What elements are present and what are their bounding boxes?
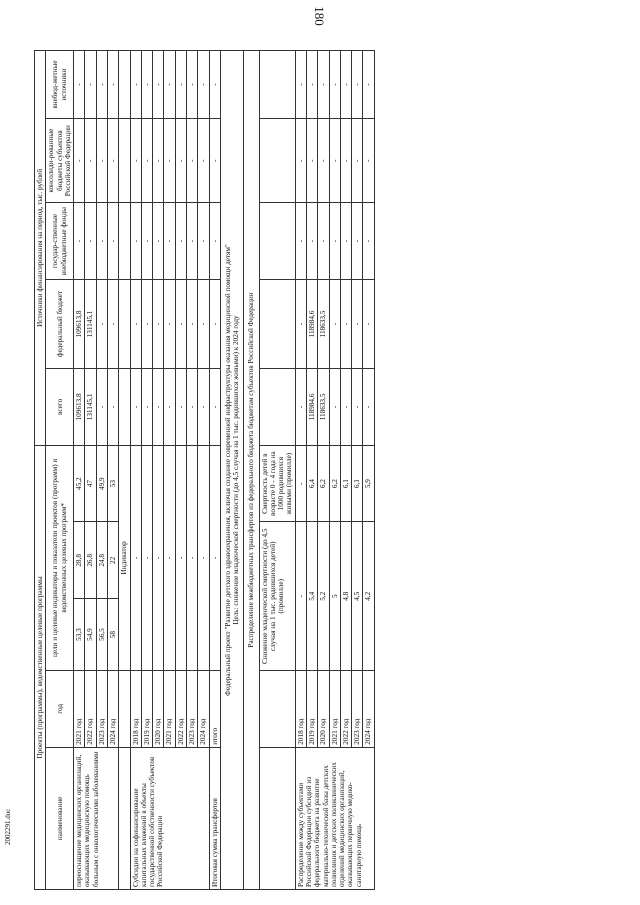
- cell-extra: -: [85, 51, 96, 119]
- totals-funds: -: [209, 203, 220, 280]
- totals-cons: -: [209, 119, 220, 203]
- header-federal: федеральный бюджет: [46, 279, 74, 368]
- cell-ind1: 56,5: [96, 599, 107, 671]
- cell-total: -: [329, 369, 340, 446]
- cell-total: -: [141, 369, 152, 446]
- blockB-name: Субсидии на софинансирование капитальных вложений в объекты государственной собственности субъектов Российской Федерации: [130, 747, 209, 889]
- cell-year: 2024 год: [363, 670, 374, 747]
- cell-total: -: [295, 369, 306, 446]
- header-year: год: [46, 670, 74, 747]
- cell-extra: -: [130, 51, 141, 119]
- cell-cons: -: [363, 119, 374, 203]
- totals-federal: -: [209, 279, 220, 368]
- cell-extra: -: [352, 51, 363, 119]
- header-extra: внебюд-жетные источники: [46, 51, 74, 119]
- cell-year: 2022 год: [85, 670, 96, 747]
- cell-total: 109613,8: [74, 369, 85, 446]
- cell-funds: -: [107, 203, 118, 280]
- project-goal: Цель: снижение младенческой смертности (до 4,5 случая на 1 тыс. родившихся живыми) к 2024 году: [232, 315, 241, 625]
- totals-name: Итоговая сумма трансфертов: [209, 747, 220, 889]
- cell-year: 2018 год: [295, 670, 306, 747]
- cell-extra: -: [363, 51, 374, 119]
- cell-total: -: [164, 369, 175, 446]
- header-projects: Проекты (программы), ведомственные целевые программы: [35, 445, 46, 889]
- cell-extra: -: [329, 51, 340, 119]
- cell-extra: -: [74, 51, 85, 119]
- cell-ind3: 49,9: [96, 445, 107, 522]
- cell-extra: -: [186, 51, 197, 119]
- ind1-label: Снижение младенческой смертности (до 4,5 случая на 1 тыс. родившихся детей) (промилле): [259, 522, 295, 670]
- totals-indicator: -: [209, 445, 220, 670]
- cell-total: 118633,5: [318, 369, 329, 446]
- cell-year: 2024 год: [107, 670, 118, 747]
- cell-ind1: 5,4: [307, 522, 318, 670]
- cell-extra: -: [153, 51, 164, 119]
- cell-total: -: [130, 369, 141, 446]
- header-goals: цели и целевые индикаторы и показатели проектов (программ) и ведомственных целевых программ*: [46, 445, 74, 670]
- cell-indicator: -: [175, 445, 186, 670]
- totals-year: итого: [209, 670, 220, 747]
- cell-federal: -: [186, 279, 197, 368]
- cell-cons: -: [186, 119, 197, 203]
- cell-extra: -: [141, 51, 152, 119]
- financing-table: [34, 50, 375, 890]
- cell-extra: -: [198, 51, 209, 119]
- cell-cons: -: [329, 119, 340, 203]
- cell-federal: -: [363, 279, 374, 368]
- cell-year: 2022 год: [175, 670, 186, 747]
- cell-funds: -: [318, 203, 329, 280]
- cell-federal: -: [107, 279, 118, 368]
- header-state-funds: государ-ственные внебюджетные фонды: [46, 203, 74, 280]
- totals-row: [209, 51, 220, 890]
- cell-ind1: 5: [329, 522, 340, 670]
- cell-cons: -: [85, 119, 96, 203]
- cell-total: -: [107, 369, 118, 446]
- project-title: [220, 51, 244, 890]
- cell-total: -: [198, 369, 209, 446]
- totals-total: -: [209, 369, 220, 446]
- cell-ind2: 24,8: [96, 522, 107, 599]
- table-row: [295, 51, 306, 890]
- cell-year: 2021 год: [164, 670, 175, 747]
- cell-ind3: 53: [107, 445, 118, 522]
- cell-extra: -: [107, 51, 118, 119]
- cell-cons: -: [141, 119, 152, 203]
- cell-funds: -: [363, 203, 374, 280]
- cell-total: -: [363, 369, 374, 446]
- header-consolidated: консолиди-рованные бюджеты субъектов Российской Федерации: [46, 119, 74, 203]
- cell-cons: -: [153, 119, 164, 203]
- cell-extra: -: [307, 51, 318, 119]
- cell-ind2: 28,8: [74, 522, 85, 599]
- cell-year: 2020 год: [318, 670, 329, 747]
- indicator-label: Индикатор: [119, 445, 130, 670]
- cell-ind2: 26,8: [85, 522, 96, 599]
- cell-federal: 109613,8: [74, 279, 85, 368]
- cell-funds: -: [164, 203, 175, 280]
- cell-year: 2019 год: [141, 670, 152, 747]
- cell-ind1: 4,8: [340, 522, 351, 670]
- cell-funds: -: [186, 203, 197, 280]
- cell-indicator: -: [130, 445, 141, 670]
- cell-year: 2023 год: [352, 670, 363, 747]
- cell-year: 2019 год: [307, 670, 318, 747]
- cell-federal: -: [153, 279, 164, 368]
- cell-indicator: -: [153, 445, 164, 670]
- cell-federal: -: [329, 279, 340, 368]
- cell-ind3: 45,2: [74, 445, 85, 522]
- cell-year: 2020 год: [153, 670, 164, 747]
- cell-cons: -: [96, 119, 107, 203]
- cell-cons: -: [318, 119, 329, 203]
- cell-ind3: 47: [85, 445, 96, 522]
- distribution-title: Распределение межбюджетных трансфертов из федерального бюджета бюджетам субъектов Российской Федерации: [244, 51, 259, 890]
- cell-year: 2018 год: [130, 670, 141, 747]
- cell-ind1: 53,3: [74, 599, 85, 671]
- cell-cons: -: [107, 119, 118, 203]
- cell-federal: -: [198, 279, 209, 368]
- cell-ind1: 4,2: [363, 522, 374, 670]
- cell-federal: 118633,5: [318, 279, 329, 368]
- cell-year: 2021 год: [329, 670, 340, 747]
- cell-federal: -: [96, 279, 107, 368]
- cell-year: 2024 год: [198, 670, 209, 747]
- header-name: наименование: [46, 747, 74, 889]
- cell-year: 2023 год: [96, 670, 107, 747]
- cell-funds: -: [295, 203, 306, 280]
- cell-cons: -: [340, 119, 351, 203]
- cell-extra: -: [340, 51, 351, 119]
- cell-indicator: -: [141, 445, 152, 670]
- header-sources: Источники финансирования на период, тыс. рублей: [35, 51, 46, 446]
- cell-total: -: [340, 369, 351, 446]
- table-row: [74, 51, 85, 890]
- cell-federal: -: [130, 279, 141, 368]
- project-title-text: Федеральный проект "Развитие детского здравоохранения, включая создание современной инфраструктуры оказания медицинской помощи детям": [223, 244, 232, 696]
- cell-year: 2022 год: [340, 670, 351, 747]
- cell-total: -: [175, 369, 186, 446]
- blockA-name: переоснащение медицинских организаций, оказывающих медицинскую помощь больным с онкологическими заболеваниями: [74, 747, 119, 889]
- footer-filename: 2002291.doc: [4, 808, 12, 845]
- totals-extra: -: [209, 51, 220, 119]
- cell-extra: -: [175, 51, 186, 119]
- cell-total: -: [352, 369, 363, 446]
- cell-total: -: [153, 369, 164, 446]
- cell-ind2: 22: [107, 522, 118, 599]
- cell-ind2: 5,9: [363, 445, 374, 522]
- cell-indicator: -: [198, 445, 209, 670]
- cell-year: 2021 год: [74, 670, 85, 747]
- cell-federal: -: [352, 279, 363, 368]
- cell-federal: 118984,6: [307, 279, 318, 368]
- cell-federal: -: [295, 279, 306, 368]
- page-number: 180: [311, 6, 327, 26]
- cell-total: 131145,1: [85, 369, 96, 446]
- cell-ind2: 6,1: [352, 445, 363, 522]
- cell-funds: -: [74, 203, 85, 280]
- rotated-table-page: [34, 30, 634, 890]
- cell-federal: 131145,1: [85, 279, 96, 368]
- cell-cons: -: [175, 119, 186, 203]
- cell-funds: -: [175, 203, 186, 280]
- cell-year: 2023 год: [186, 670, 197, 747]
- cell-ind1: 5,2: [318, 522, 329, 670]
- cell-funds: -: [352, 203, 363, 280]
- cell-funds: -: [96, 203, 107, 280]
- cell-ind1: 54,9: [85, 599, 96, 671]
- cell-extra: -: [318, 51, 329, 119]
- cell-ind2: 6,2: [329, 445, 340, 522]
- cell-funds: -: [198, 203, 209, 280]
- blockC-name: Распределение между субъектами Российской Федерации субсидий из федерального бюджета на развитие материально-технической базы детских поликлиник и детских поликлинических отделений медицинских организаций, оказывающих первичную медико-санитарную помощь: [295, 747, 374, 889]
- cell-funds: -: [329, 203, 340, 280]
- cell-funds: -: [307, 203, 318, 280]
- cell-funds: -: [340, 203, 351, 280]
- cell-cons: -: [164, 119, 175, 203]
- cell-indicator: -: [186, 445, 197, 670]
- table-row: [130, 51, 141, 890]
- cell-ind1: 4,5: [352, 522, 363, 670]
- cell-federal: -: [175, 279, 186, 368]
- cell-extra: -: [96, 51, 107, 119]
- cell-ind2: 6,4: [307, 445, 318, 522]
- cell-ind1: -: [295, 522, 306, 670]
- cell-federal: -: [340, 279, 351, 368]
- ind2-label: Смертность детей в возрасте 0 - 4 года на 1000 родившихся живыми (промилле): [259, 445, 295, 522]
- cell-cons: -: [295, 119, 306, 203]
- header-total: всего: [46, 369, 74, 446]
- cell-funds: -: [141, 203, 152, 280]
- cell-total: 118984,6: [307, 369, 318, 446]
- cell-federal: -: [141, 279, 152, 368]
- cell-federal: -: [164, 279, 175, 368]
- cell-cons: -: [307, 119, 318, 203]
- cell-ind2: 6,2: [318, 445, 329, 522]
- cell-indicator: -: [164, 445, 175, 670]
- cell-extra: -: [164, 51, 175, 119]
- cell-cons: -: [130, 119, 141, 203]
- cell-ind2: 6,1: [340, 445, 351, 522]
- cell-cons: -: [352, 119, 363, 203]
- cell-cons: -: [74, 119, 85, 203]
- cell-extra: -: [295, 51, 306, 119]
- cell-funds: -: [153, 203, 164, 280]
- cell-ind2: -: [295, 445, 306, 522]
- cell-funds: -: [85, 203, 96, 280]
- cell-ind1: 58: [107, 599, 118, 671]
- cell-total: -: [186, 369, 197, 446]
- cell-total: -: [96, 369, 107, 446]
- cell-cons: -: [198, 119, 209, 203]
- cell-funds: -: [130, 203, 141, 280]
